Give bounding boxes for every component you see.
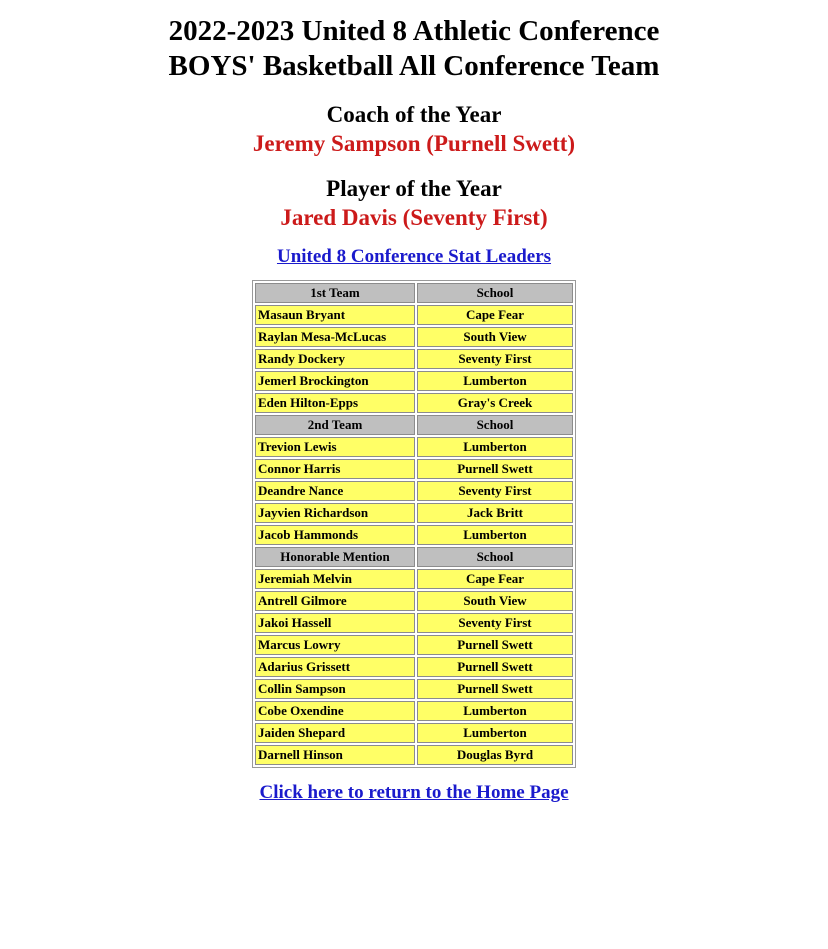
table-row: [255, 305, 573, 325]
player-name-cell: Jayvien Richardson: [255, 503, 415, 523]
school-cell: Purnell Swett: [417, 679, 573, 699]
school-header: School: [417, 283, 573, 303]
school-cell: Purnell Swett: [417, 657, 573, 677]
school-cell: Lumberton: [417, 371, 573, 391]
table-header-row: [255, 283, 573, 303]
school-cell: Purnell Swett: [417, 635, 573, 655]
coach-label: Coach of the Year: [326, 102, 502, 127]
school-cell: South View: [417, 591, 573, 611]
school-cell: Lumberton: [417, 437, 573, 457]
player-name-cell: Darnell Hinson: [255, 745, 415, 765]
table-row: [255, 723, 573, 743]
roster-table-wrap: [252, 280, 576, 768]
table-row: [255, 393, 573, 413]
table-row: [255, 679, 573, 699]
title-line-2: BOYS' Basketball All Conference Team: [168, 50, 660, 82]
table-row: [255, 591, 573, 611]
player-name-cell: Collin Sampson: [255, 679, 415, 699]
table-row: [255, 371, 573, 391]
school-cell: Lumberton: [417, 525, 573, 545]
table-row: [255, 349, 573, 369]
table-row: [255, 503, 573, 523]
stat-leaders-link[interactable]: United 8 Conference Stat Leaders: [276, 246, 552, 267]
player-name-cell: Adarius Grissett: [255, 657, 415, 677]
page: [0, 14, 828, 804]
player-label: Player of the Year: [326, 176, 502, 201]
player-name-cell: Jaiden Shepard: [255, 723, 415, 743]
home-page-link[interactable]: Click here to return to the Home Page: [259, 782, 569, 803]
player-name-cell: Connor Harris: [255, 459, 415, 479]
table-header-row: [255, 415, 573, 435]
school-cell: Jack Britt: [417, 503, 573, 523]
school-cell: Seventy First: [417, 349, 573, 369]
player-of-the-year: [0, 174, 828, 232]
table-row: [255, 569, 573, 589]
player-name-cell: Cobe Oxendine: [255, 701, 415, 721]
page-title: [0, 14, 828, 84]
player-name-cell: Jeremiah Melvin: [255, 569, 415, 589]
player-name-cell: Trevion Lewis: [255, 437, 415, 457]
player-name-cell: Eden Hilton-Epps: [255, 393, 415, 413]
title-line-1: 2022-2023 United 8 Athletic Conference: [168, 15, 660, 47]
player-name-cell: Deandre Nance: [255, 481, 415, 501]
school-cell: Lumberton: [417, 701, 573, 721]
player-name-cell: Jakoi Hassell: [255, 613, 415, 633]
table-row: [255, 635, 573, 655]
table-header-row: [255, 547, 573, 567]
coach-of-the-year: [0, 100, 828, 158]
school-cell: Cape Fear: [417, 569, 573, 589]
table-row: [255, 745, 573, 765]
player-name-cell: Masaun Bryant: [255, 305, 415, 325]
school-cell: Douglas Byrd: [417, 745, 573, 765]
school-cell: Gray's Creek: [417, 393, 573, 413]
table-row: [255, 701, 573, 721]
school-cell: Seventy First: [417, 481, 573, 501]
player-name-cell: Randy Dockery: [255, 349, 415, 369]
team-header: 1st Team: [255, 283, 415, 303]
player-name-cell: Antrell Gilmore: [255, 591, 415, 611]
player-name-cell: Jacob Hammonds: [255, 525, 415, 545]
player-name-cell: Marcus Lowry: [255, 635, 415, 655]
school-header: School: [417, 415, 573, 435]
table-row: [255, 459, 573, 479]
table-row: [255, 327, 573, 347]
school-cell: Lumberton: [417, 723, 573, 743]
table-row: [255, 481, 573, 501]
school-cell: Purnell Swett: [417, 459, 573, 479]
table-row: [255, 525, 573, 545]
all-conference-table: [252, 280, 576, 768]
team-header: Honorable Mention: [255, 547, 415, 567]
table-row: [255, 613, 573, 633]
school-header: School: [417, 547, 573, 567]
team-header: 2nd Team: [255, 415, 415, 435]
player-name-cell: Jemerl Brockington: [255, 371, 415, 391]
player-name: Jared Davis (Seventy First): [280, 205, 548, 230]
player-name-cell: Raylan Mesa-McLucas: [255, 327, 415, 347]
school-cell: Seventy First: [417, 613, 573, 633]
table-row: [255, 437, 573, 457]
school-cell: South View: [417, 327, 573, 347]
coach-name: Jeremy Sampson (Purnell Swett): [252, 131, 576, 156]
school-cell: Cape Fear: [417, 305, 573, 325]
table-row: [255, 657, 573, 677]
